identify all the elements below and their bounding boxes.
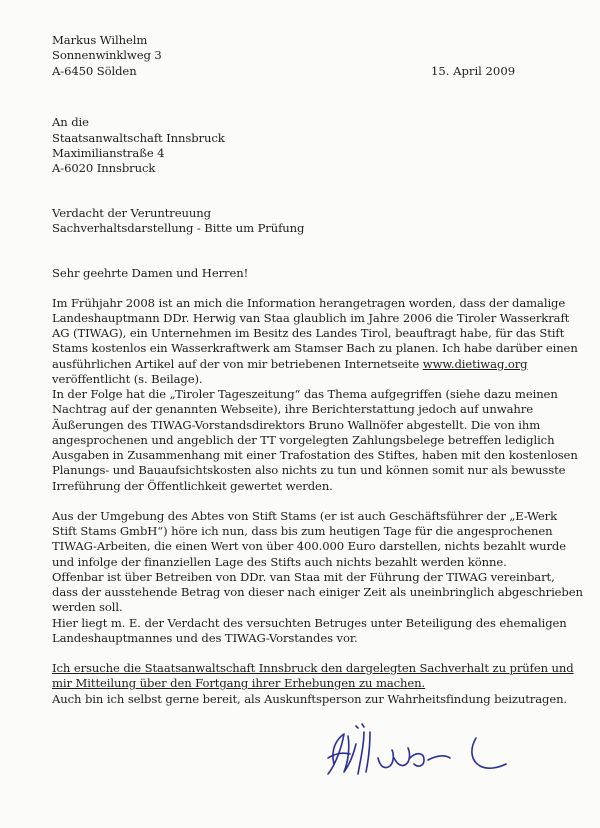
body-line: AG (TIWAG), ein Unternehmen im Besitz des Landes Tirol, beauftragt habe, für das Stift (52, 326, 565, 340)
body-line: dass der ausstehende Betrag von dieser nach einiger Zeit als uneinbringlich abgeschrieben (52, 585, 583, 599)
body-line: Äußerungen des TIWAG-Vorstandsdirektors Bruno Wallnöfer abgestellt. Die von ihm (52, 418, 541, 432)
recipient-line: Maximilianstraße 4 (52, 146, 165, 160)
recipient-line: A-6020 Innsbruck (52, 161, 156, 175)
body-line: Landeshauptmannes und des TIWAG-Vorstandes vor. (52, 631, 358, 645)
sender-street: Sonnenwinklweg 3 (52, 48, 162, 62)
body-line: In der Folge hat die „Tiroler Tageszeitung“ das Thema aufgegriffen (siehe dazu meinen (52, 387, 558, 401)
request-line: mir Mitteilung über den Fortgang ihrer Erhebungen zu machen. (52, 676, 426, 690)
body-line: Stift Stams GmbH“) höre ich nun, dass bis zum heutigen Tage für die angesprochenen (52, 524, 553, 538)
body-line (52, 357, 528, 372)
body-line: Offenbar ist über Betreiben von DDr. van Staa mit der Führung der TIWAG vereinbart, (52, 570, 555, 584)
letter-date: 15. April 2009 (431, 64, 516, 78)
salutation: Sehr geehrte Damen und Herren! (52, 266, 249, 280)
body-line: veröffentlicht (s. Beilage). (52, 372, 203, 386)
body-line: und infolge der finanziellen Lage des Stifts auch nichts bezahlt werden könne. (52, 555, 507, 569)
recipient-line: Staatsanwaltschaft Innsbruck (52, 131, 225, 145)
recipient-line: An die (52, 115, 89, 129)
subject-line: Sachverhaltsdarstellung - Bitte um Prüfung (52, 221, 305, 235)
website-link[interactable]: www.dietiwag.org (422, 357, 528, 371)
body-line: angesprochenen und angeblich der TT vorgelegten Zahlungsbelege betreffen lediglich (52, 433, 555, 447)
body-line: Im Frühjahr 2008 ist an mich die Information herangetragen worden, dass der damalige (52, 296, 566, 310)
signature (320, 718, 510, 788)
body-line: Planungs- und Bauaufsichtskosten also nichts zu tun und können somit nur als bewusste (52, 463, 566, 477)
body-line: TIWAG-Arbeiten, die einen Wert von über 400.000 Euro darstellen, nichts bezahlt wurde (52, 539, 566, 553)
body-line: Irreführung der Öffentlichkeit gewertet werden. (52, 479, 333, 493)
body-line: Hier liegt m. E. der Verdacht des versuchten Betruges unter Beteiligung des ehemaligen (52, 616, 567, 630)
body-line: Stams kostenlos ein Wasserkraftwerk am Stamser Bach zu planen. Ich habe darüber einen (52, 341, 578, 355)
body-line: Nachtrag auf der genannten Webseite), ihre Berichterstattung jedoch auf unwahre (52, 402, 533, 416)
body-line: Auch bin ich selbst gerne bereit, als Auskunftsperson zur Wahrheitsfindung beizutragen. (52, 692, 568, 706)
request-line: Ich ersuche die Staatsanwaltschaft Innsbruck den dargelegten Sachverhalt zu prüfen und (52, 661, 574, 675)
body-line: Aus der Umgebung des Abtes von Stift Stams (er ist auch Geschäftsführer der „E-Werk (52, 509, 558, 523)
body-line: werden soll. (52, 600, 123, 614)
body-line: Ausgaben in Zusammenhang mit einer Trafostation des Stiftes, haben mit den kostenlosen (52, 448, 578, 462)
sender-name: Markus Wilhelm (52, 33, 148, 47)
body-text: ausführlichen Artikel auf der von mir betriebenen Internetseite (52, 357, 423, 371)
body-line: Landeshauptmann DDr. Herwig van Staa glaublich im Jahre 2006 die Tiroler Wasserkraft (52, 311, 570, 325)
sender-city: A-6450 Sölden (52, 64, 137, 78)
subject-line: Verdacht der Veruntreuung (52, 206, 211, 220)
